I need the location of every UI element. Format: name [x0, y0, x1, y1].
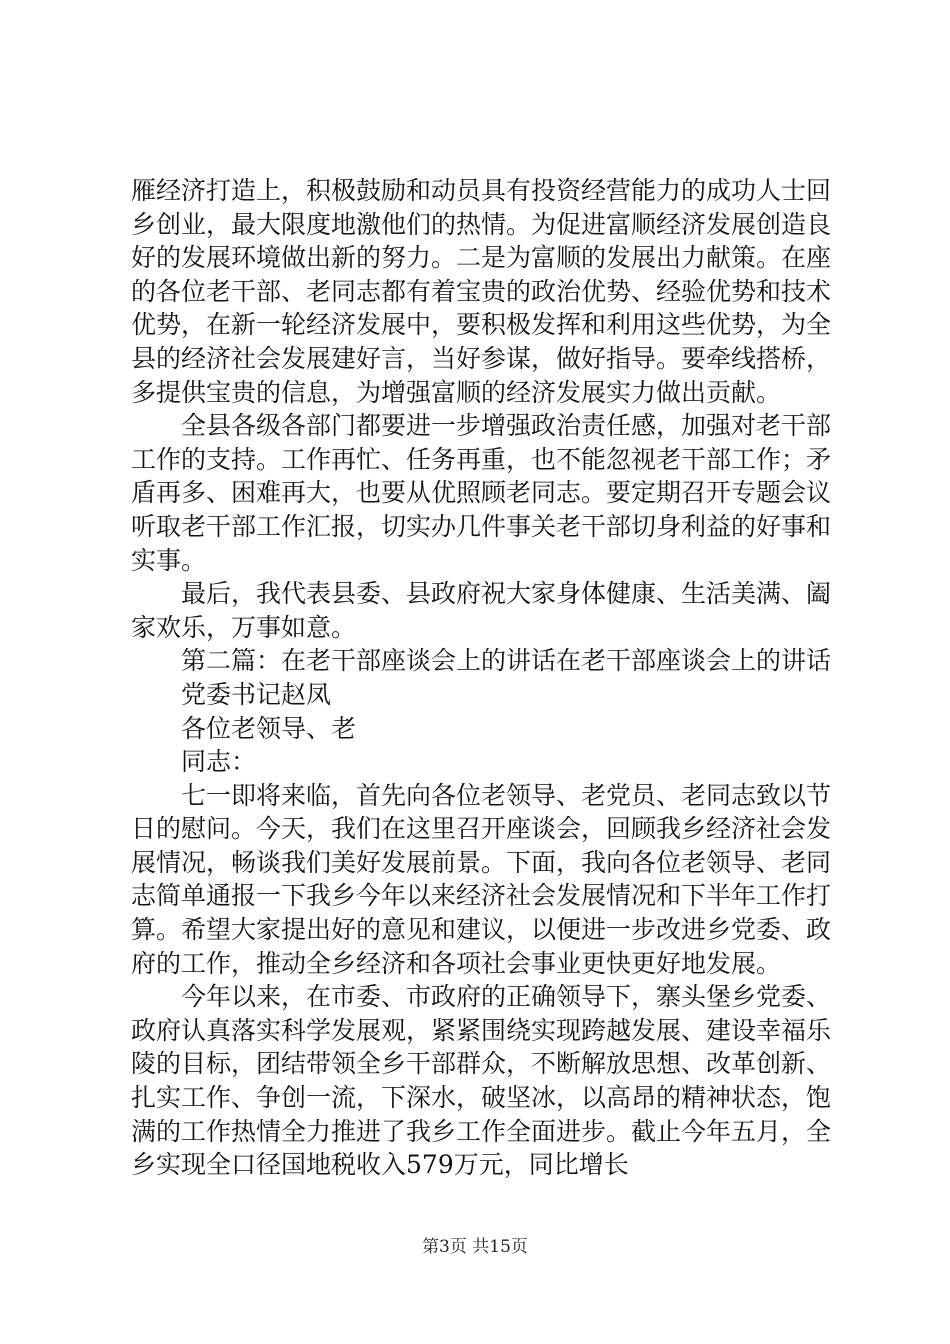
document-body [131, 174, 831, 1182]
paragraph-closing-wishes: 最后，我代表县委、县政府祝大家身体健康、生活美满、阖家欢乐，万事如意。 [131, 579, 832, 642]
salutation-line-2: 同志： [181, 747, 257, 777]
salutation-line-1: 各位老领导、老 [181, 713, 357, 743]
paragraph-progress: 今年以来，在市委、市政府的正确领导下，寨头堡乡党委、政府认真落实科学发展观，紧紧围绕实现跨越发展、建设幸福乐陵的目标，团结带领全乡干部群众，不断解放思想、改革创新、扎实工作、争创一流，下深水，破坚冰，以高昂的精神状态，饱满的工作热情全力推进了我乡工作全面进步。截止今年五月，全乡实现全口径国地税收入579万元，同比增长 [131, 982, 832, 1180]
paragraph-greeting: 七一即将来临，首先向各位老领导、老党员、老同志致以节日的慰问。今天，我们在这里召开座谈会，回顾我乡经济社会发展情况，畅谈我们美好发展前景。下面，我向各位老领导、老同志简单通报一下我乡今年以来经济社会发展情况和下半年工作打算。希望大家提出好的意见和建议，以便进一步改进乡党委、政府的工作，推动全乡经济和各项社会事业更快更好地发展。 [131, 780, 832, 978]
paragraph-departments: 全县各级各部门都要进一步增强政治责任感，加强对老干部工作的支持。工作再忙、任务再重，也不能忽视老干部工作；矛盾再多、困难再大，也要从优照顾老同志。要定期召开专题会议听取老干部工作汇报，切实办几件事关老干部切身利益的好事和实事。 [131, 411, 832, 575]
section-heading: 第二篇：在老干部座谈会上的讲话在老干部座谈会上的讲话 [181, 646, 832, 676]
speaker-line: 党委书记赵凤 [181, 679, 332, 709]
paragraph-continuation: 雁经济打造上，积极鼓励和动员具有投资经营能力的成功人士回乡创业，最大限度地激他们的热情。为促进富顺经济发展创造良好的发展环境做出新的努力。二是为富顺的发展出力献策。在座的各位老干部、老同志都有着宝贵的政治优势、经验优势和技术优势，在新一轮经济发展中，要积极发挥和利用这些优势，为全县的经济社会发展建好言，当好参谋，做好指导。要牵线搭桥，多提供宝贵的信息，为增强富顺的经济发展实力做出贡献。 [131, 176, 832, 407]
page-number-footer: 第3页 共15页 [422, 1237, 528, 1257]
